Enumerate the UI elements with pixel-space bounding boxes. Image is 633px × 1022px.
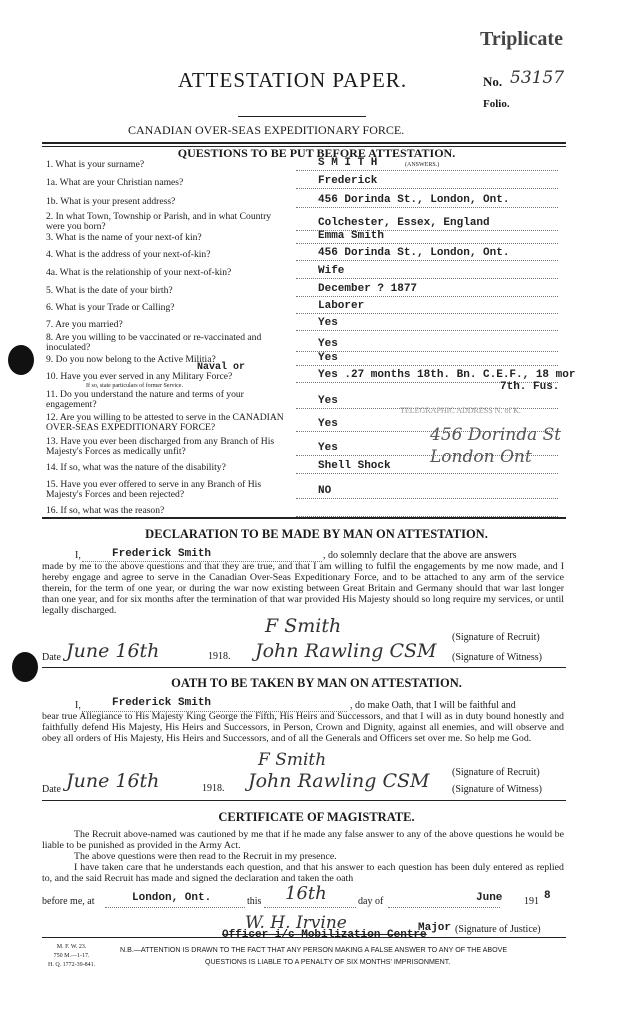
question-16: 13. Have you ever been discharged from any Branch of His Majesty's Forces as medically unfit?	[46, 436, 275, 457]
declaration-i: I,	[75, 550, 81, 561]
answer-line-6	[296, 249, 558, 261]
oath-recruit-label: (Signature of Recruit)	[452, 767, 540, 778]
question-9: 6. What is your Trade or Calling?	[46, 302, 175, 313]
answer-8: December ? 1877	[318, 283, 418, 295]
q10-answer-line2: 7th. Fus.	[500, 381, 560, 393]
oath-date: June 16th	[66, 770, 160, 792]
justice-rank: Major	[418, 922, 452, 934]
declaration-text: made by me to the above questions and that they are true, and that I am willing to fulfil the engagements by me now made, and I hereby engage and agree to serve in the Canadian Over-Seas Expeditionary Force, and to be attached to any arm of the service therein, for the term of one year, or during the war now existing between Great Britain and Germany should that war last longer than one year, and for six months after the termination of that war provided His Majesty should so long require my services, or until legally discharged.	[42, 561, 564, 616]
answer-line-2	[296, 177, 558, 189]
declaration-witness-label: (Signature of Witness)	[452, 652, 542, 663]
question-6: 4. What is the address of your next-of-kin?	[46, 249, 211, 260]
margin-stamp: TELEGRAPHIC ADDRESS N. of K.	[400, 406, 521, 415]
answer-3: 456 Dorinda St., London, Ont.	[318, 194, 510, 206]
question-11: 8. Are you willing to be vaccinated or re-vaccinated and inoculated?	[46, 332, 262, 353]
answer-line-9	[296, 302, 558, 314]
q10-note: If so, state particulars of former Service.	[86, 383, 183, 389]
declaration-witness-signature: John Rawling CSM	[255, 640, 437, 662]
year-prefix: 191	[524, 896, 539, 907]
question-18: 15. Have you ever offered to serve in any Branch of His Majesty's Forces and been rejected?	[46, 479, 262, 500]
answer-line-5	[296, 232, 558, 244]
question-4: 2. In what Town, Township or Parish, and in what Country were you born?	[46, 211, 272, 232]
form-code: H. Q. 1772-39-841.	[48, 962, 96, 968]
declaration-recruit-signature: F Smith	[265, 615, 342, 637]
oath-header: OATH TO BE TAKEN BY MAN ON ATTESTATION.	[171, 676, 462, 690]
question-7: 4a. What is the relationship of your next-of-kin?	[46, 267, 232, 278]
question-5: 3. What is the name of your next-of kin?	[46, 232, 202, 243]
question-12: 9. Do you now belong to the Active Militia?	[46, 354, 216, 365]
this-label: this	[247, 896, 262, 907]
number-label: No.	[483, 74, 503, 89]
answer-line-18	[296, 487, 558, 499]
answer-2: Frederick	[318, 175, 378, 187]
answer-line-7	[296, 267, 558, 279]
answer-1: S M I T H	[318, 157, 378, 169]
form-code: 750 M.—1-17.	[53, 953, 90, 959]
question-8: 5. What is the date of your birth?	[46, 285, 173, 296]
answer-18: NO	[318, 485, 332, 497]
triplicate-stamp: Triplicate	[480, 28, 563, 50]
oath-text: bear true Allegiance to His Majesty King George the Fifth, His Heirs and Successors, and that I will as in duty bound honestly and faithfully defend His Majesty, His Heirs and Successors, in Person, Crown and Dignity, against all enemies, and will observe and obey all orders of His Majesty, His Heirs and Successors, and of all the Generals and Officers set over me. So help me God.	[42, 711, 564, 744]
declaration-date-label: Date	[42, 652, 61, 663]
answer-17: Shell Shock	[318, 460, 391, 472]
answer-line-19	[296, 505, 558, 517]
answer-4: Colchester, Essex, England	[318, 217, 490, 229]
declaration-recruit-label: (Signature of Recruit)	[452, 632, 540, 643]
day-of-label: day of	[358, 896, 384, 907]
answer-6: 456 Dorinda St., London, Ont.	[318, 247, 510, 259]
answer-7: Wife	[318, 265, 345, 277]
answer-12: Yes	[318, 352, 338, 364]
oath-year: 1918.	[202, 783, 225, 794]
answer-10: Yes	[318, 317, 338, 329]
question-3: 1b. What is your present address?	[46, 196, 176, 207]
oath-witness-signature: John Rawling CSM	[248, 770, 430, 792]
answer-line-8	[296, 285, 558, 297]
answer-14: Yes	[318, 395, 338, 407]
folio-label: Folio.	[483, 98, 510, 110]
q10-insert: Naval or	[197, 362, 246, 373]
answer-5: Emma Smith	[318, 230, 385, 242]
answer-line-11	[296, 340, 558, 352]
declaration-text-first: , do solemnly declare that the above are answers	[323, 550, 517, 561]
margin-handwritten-address: 456 Dorinda St London Ont	[430, 425, 562, 467]
question-2: 1a. What are your Christian names?	[46, 177, 184, 188]
justice-signature: W. H. Irvine	[245, 913, 347, 933]
certificate-p2: The above questions were then read to the Recruit in my presence.	[74, 851, 337, 862]
certificate-place: London, Ont.	[132, 892, 212, 904]
form-codes	[48, 943, 95, 970]
form-code: M. F. W. 23.	[56, 944, 87, 950]
certificate-p3: I have taken care that he understands each question, and that his answer to each question has been duly entered as replied to, and the said Recruit has made and signed the declaration and taken the oath	[42, 862, 564, 884]
answer-line-3	[296, 196, 558, 208]
declaration-name: Frederick Smith	[112, 548, 212, 560]
answer-line-12	[296, 354, 558, 366]
certificate-p1: The Recruit above-named was cautioned by me that if he made any false answer to any of the above questions he would be liable to be punished as provided in the Army Act.	[42, 829, 564, 851]
justice-label: (Signature of Justice)	[455, 924, 541, 935]
answer-16: Yes	[318, 442, 338, 454]
question-13: 10. Have you ever served in any Military Force?	[46, 371, 233, 382]
certificate-month: June	[476, 892, 503, 904]
year-suffix: 8	[544, 890, 551, 902]
question-17: 14. If so, what was the nature of the disability?	[46, 462, 226, 473]
question-1: 1. What is your surname?	[46, 159, 145, 170]
oath-witness-label: (Signature of Witness)	[452, 784, 542, 795]
question-15: 12. Are you willing to be attested to serve in the CANADIAN OVER-SEAS EXPEDITIONARY FORCE?	[46, 412, 284, 433]
question-14: 11. Do you understand the nature and terms of your engagement?	[46, 389, 244, 410]
certificate-header: CERTIFICATE OF MAGISTRATE.	[218, 810, 415, 824]
oath-date-label: Date	[42, 784, 61, 795]
force-subtitle: CANADIAN OVER-SEAS EXPEDITIONARY FORCE.	[128, 123, 405, 137]
answer-13: Yes .27 months 18th. Bn. C.E.F., 18 mor	[318, 369, 576, 381]
oath-name: Frederick Smith	[112, 697, 212, 709]
question-19: 16. If so, what was the reason?	[46, 505, 165, 516]
declaration-year: 1918.	[208, 651, 231, 662]
before-me-label: before me, at	[42, 896, 95, 907]
questions-header: QUESTIONS TO BE PUT BEFORE ATTESTATION.	[177, 146, 456, 160]
declaration-header: DECLARATION TO BE MADE BY MAN ON ATTESTATION.	[145, 527, 488, 541]
answers-label: (ANSWERS.)	[405, 162, 440, 168]
document-title: ATTESTATION PAPER.	[178, 68, 408, 92]
declaration-date: June 16th	[66, 640, 160, 662]
footer-note-line2: QUESTIONS IS LIABLE TO A PENALTY OF SIX MONTHS' IMPRISONMENT.	[205, 958, 451, 966]
answer-9: Laborer	[318, 300, 365, 312]
oath-text-first: , do make Oath, that I will be faithful and	[350, 700, 516, 711]
oath-i: I,	[75, 700, 81, 711]
punch-hole	[8, 345, 34, 375]
answer-line-10	[296, 319, 558, 331]
number-value: 53157	[510, 68, 565, 88]
answer-15: Yes	[318, 418, 338, 430]
answer-line-1	[296, 159, 558, 171]
question-10: 7. Are you married?	[46, 319, 123, 330]
officer-title: Officer i/c Mobilization Centre	[222, 929, 427, 941]
oath-recruit-signature: F Smith	[258, 750, 327, 770]
answer-11: Yes	[318, 338, 338, 350]
certificate-day: 16th	[285, 883, 327, 904]
footer-note-line1: N.B.—ATTENTION IS DRAWN TO THE FACT THAT ANY PERSON MAKING A FALSE ANSWER TO ANY OF THE ABOVE	[120, 946, 508, 954]
